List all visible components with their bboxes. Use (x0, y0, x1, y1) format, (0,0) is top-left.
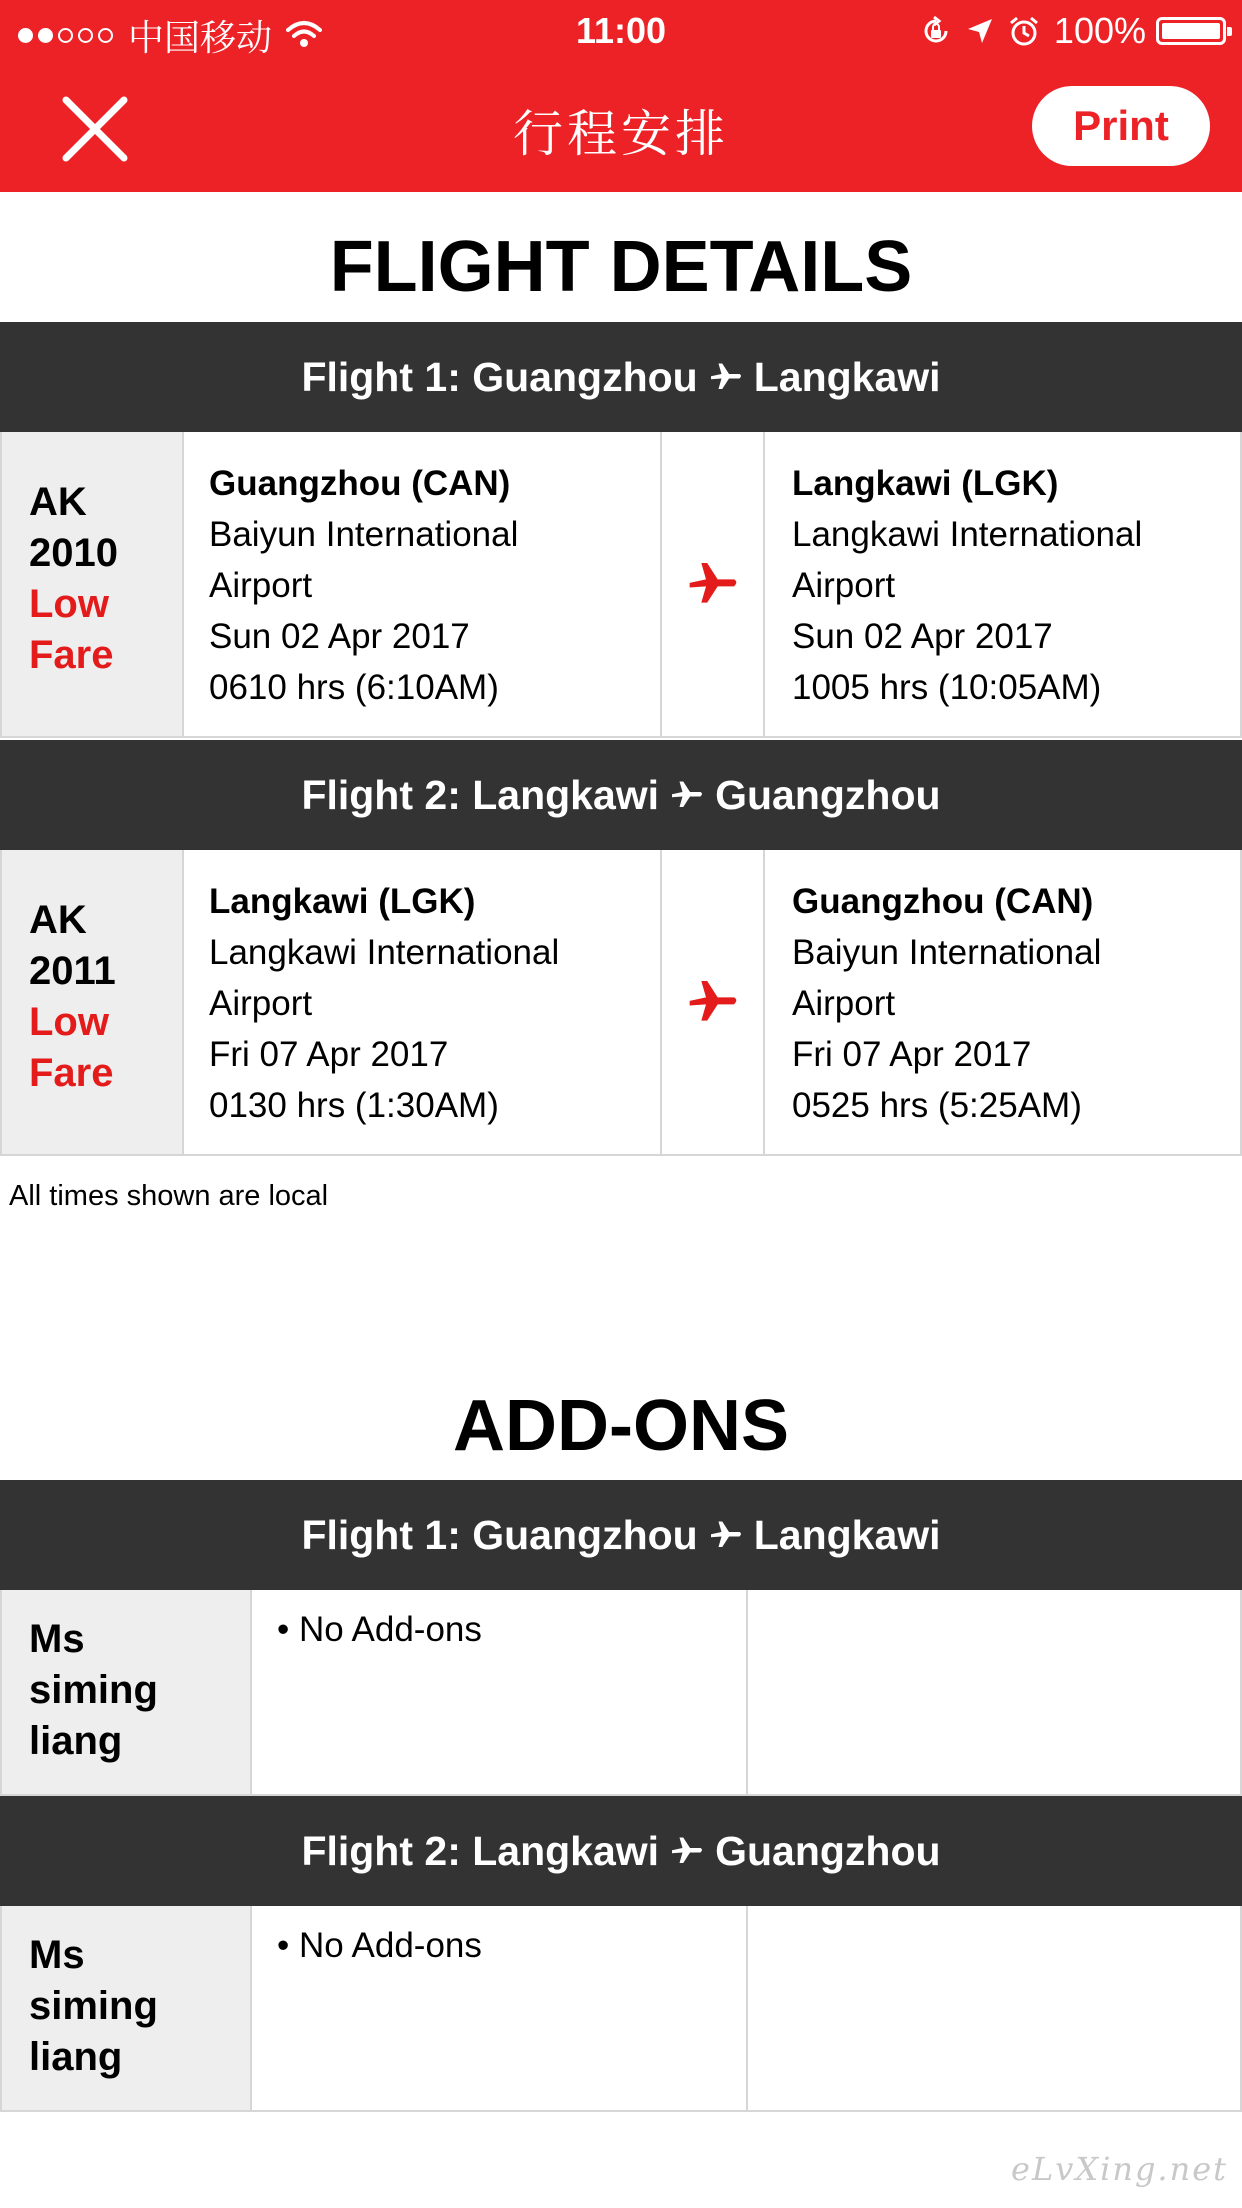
flight-header-origin: Flight 1: Guangzhou (301, 1511, 698, 1558)
print-button[interactable]: Print (1032, 86, 1210, 166)
arrival-city: Langkawi (LGK) (792, 464, 1059, 503)
addons-empty-cell (748, 1906, 1240, 2110)
departure-cell (184, 850, 662, 1154)
arrival-time: 1005 hrs (10:05AM) (792, 668, 1102, 707)
orientation-lock-icon (920, 15, 952, 47)
addons-flight-1-row (0, 1590, 1242, 1796)
plane-icon (669, 1833, 705, 1869)
fare-type: Low (29, 1000, 109, 1044)
carrier-name: 中国移动 (128, 17, 273, 58)
addons-flight-2-row (0, 1906, 1242, 2112)
battery-percent: 100% (1053, 10, 1146, 51)
close-icon (60, 94, 130, 164)
watermark: eLvXing.net (1011, 2150, 1228, 2188)
local-times-note: All times shown are local (9, 1180, 329, 1212)
passenger-name-cell (2, 1906, 252, 2110)
arrival-time: 0525 hrs (5:25AM) (792, 1086, 1082, 1125)
passenger-name: siming (29, 1984, 158, 2028)
passenger-title: Ms (29, 1933, 85, 1977)
fare-type: Low (29, 582, 109, 626)
departure-cell (184, 432, 662, 736)
close-button[interactable] (60, 94, 130, 164)
flight-header-destination: Langkawi (753, 1511, 941, 1558)
flight-header-origin: Flight 2: Langkawi (301, 771, 660, 818)
flight-number: 2011 (29, 949, 116, 993)
passenger-name: liang (29, 2035, 123, 2079)
arrival-airport: Airport (792, 984, 896, 1023)
top-bar (0, 0, 1242, 192)
flight-code-cell (2, 850, 184, 1154)
departure-airport: Airport (209, 984, 313, 1023)
addons-list-cell (252, 1590, 748, 1794)
flight-2-header (0, 740, 1242, 850)
departure-airport: Baiyun International (209, 515, 519, 554)
departure-airport: Airport (209, 566, 313, 605)
nav-bar (0, 64, 1242, 192)
addon-item: • No Add-ons (277, 1926, 482, 1965)
arrival-cell (765, 432, 1240, 736)
flight-code-cell (2, 432, 184, 736)
flight-header-destination: Guangzhou (715, 771, 941, 818)
flight-1-header (0, 322, 1242, 432)
route-arrow-cell (662, 850, 765, 1154)
page-title: 行程安排 (513, 106, 729, 162)
departure-time: 0610 hrs (6:10AM) (209, 668, 499, 707)
arrival-airport: Baiyun International (792, 933, 1102, 972)
passenger-name: siming (29, 1668, 158, 1712)
addons-heading: ADD-ONS (453, 1386, 789, 1466)
plane-icon (669, 777, 705, 813)
flight-header-destination: Guangzhou (715, 1827, 941, 1874)
flight-2-row (0, 850, 1242, 1156)
arrival-date: Sun 02 Apr 2017 (792, 617, 1053, 656)
addons-list-cell (252, 1906, 748, 2110)
departure-date: Fri 07 Apr 2017 (209, 1035, 449, 1074)
addons-flight-1-header (0, 1480, 1242, 1590)
passenger-name-cell (2, 1590, 252, 1794)
addons-empty-cell (748, 1590, 1240, 1794)
departure-city: Langkawi (LGK) (209, 882, 476, 921)
passenger-title: Ms (29, 1617, 85, 1661)
flight-number: 2010 (29, 531, 118, 575)
arrival-airport: Airport (792, 566, 896, 605)
flight-header-origin: Flight 1: Guangzhou (301, 353, 698, 400)
plane-icon (708, 359, 744, 395)
flight-header-destination: Langkawi (753, 353, 941, 400)
plane-icon (685, 974, 741, 1030)
status-bar (0, 0, 1242, 64)
arrival-date: Fri 07 Apr 2017 (792, 1035, 1032, 1074)
airline-code: AK (29, 480, 87, 524)
plane-icon (708, 1517, 744, 1553)
alarm-clock-icon (1008, 15, 1040, 47)
arrival-city: Guangzhou (CAN) (792, 882, 1094, 921)
addon-item: • No Add-ons (277, 1610, 482, 1649)
location-arrow-icon (966, 17, 994, 45)
plane-icon (685, 556, 741, 612)
addons-flight-2-header (0, 1796, 1242, 1906)
passenger-name: liang (29, 1719, 123, 1763)
departure-date: Sun 02 Apr 2017 (209, 617, 470, 656)
flight-header-origin: Flight 2: Langkawi (301, 1827, 660, 1874)
battery-icon (1156, 17, 1226, 45)
fare-type: Fare (29, 1051, 114, 1095)
arrival-airport: Langkawi International (792, 515, 1143, 554)
departure-airport: Langkawi International (209, 933, 560, 972)
fare-type: Fare (29, 633, 114, 677)
status-right (906, 10, 1226, 52)
departure-time: 0130 hrs (1:30AM) (209, 1086, 499, 1125)
status-time: 11:00 (575, 10, 667, 51)
arrival-cell (765, 850, 1240, 1154)
flight-details-heading: FLIGHT DETAILS (329, 227, 913, 307)
airline-code: AK (29, 898, 87, 942)
route-arrow-cell (662, 432, 765, 736)
flight-1-row (0, 432, 1242, 738)
departure-city: Guangzhou (CAN) (209, 464, 511, 503)
